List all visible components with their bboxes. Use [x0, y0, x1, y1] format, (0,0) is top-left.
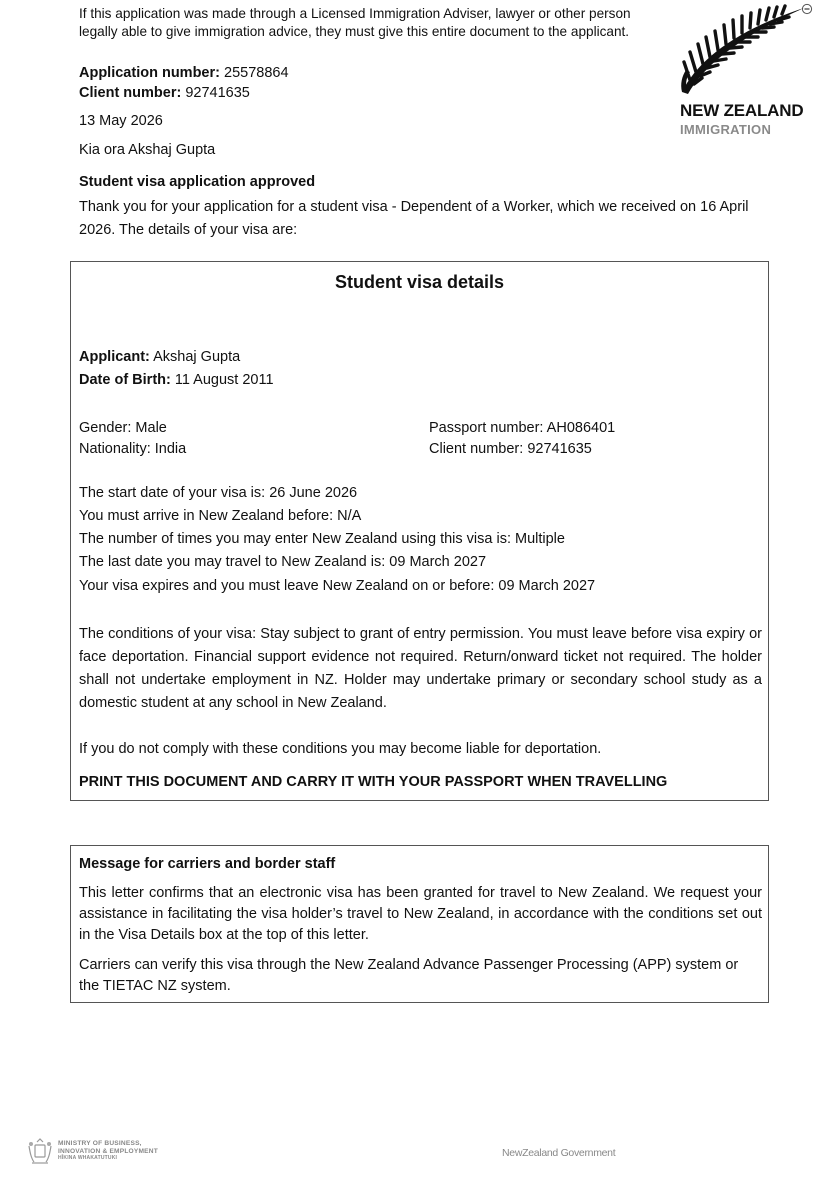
visa-conditions: The conditions of your visa: Stay subject to grant of entry permission. You must leave before visa expiry or face deportation. Financial support evidence not required. Return/onward ticket not required. The holder shall not undertake employment in NZ. Holder may undertake primary or secondary school study as a domestic student at any school in New Zealand.: [79, 626, 762, 711]
letter-date: 13 May 2026: [79, 113, 163, 129]
intro-notice: [79, 5, 669, 41]
print-notice: PRINT THIS DOCUMENT AND CARRY IT WITH YOUR PASSPORT WHEN TRAVELLING: [79, 774, 668, 790]
application-numbers: [79, 63, 289, 103]
applicant-name: Akshaj Gupta: [153, 349, 241, 365]
entries: The number of times you may enter New Zealand using this visa is: Multiple: [79, 531, 565, 547]
comply-warning: If you do not comply with these conditions you may become liable for deportation.: [79, 741, 602, 757]
application-number-label: Application number:: [79, 65, 220, 81]
coat-of-arms-icon: [25, 1138, 55, 1166]
expiry-date: Your visa expires and you must leave New Zealand on or before: 09 March 2027: [79, 578, 596, 594]
logo-subtitle: IMMIGRATION: [680, 122, 772, 137]
client-number-label: Client number:: [79, 85, 182, 101]
dob-value: 11 August 2011: [174, 372, 274, 388]
carriers-paragraph: Carriers can verify this visa through the New Zealand Advance Passenger Processing (APP) system or the TIETAC NZ system.: [79, 957, 739, 994]
mbie-line: HĪKINA WHAKATUTUKI: [58, 1155, 118, 1161]
applicant-row: [79, 349, 240, 365]
mbie-line: INNOVATION & EMPLOYMENT: [58, 1147, 158, 1155]
nationality: Nationality: India: [79, 441, 187, 457]
last-travel-date: The last date you may travel to New Zealand is: 09 March 2027: [79, 554, 487, 570]
nz-government-logo: NewZealand Government: [502, 1147, 616, 1159]
mbie-logo-text: [58, 1140, 158, 1163]
mbie-line: MINISTRY OF BUSINESS,: [58, 1140, 142, 1147]
application-number: 25578864: [224, 65, 289, 81]
visa-client-number: Client number: 92741635: [429, 441, 592, 457]
carriers-paragraph: This letter confirms that an electronic visa has been granted for travel to New Zealand. We request your assistance in facilitating the visa holder’s travel to New Zealand, in accordance with the conditions set out in the Visa Details box at the top of this letter.: [79, 885, 762, 943]
visa-details-title: Student visa details: [334, 272, 505, 292]
applicant-label: Applicant:: [79, 349, 150, 365]
start-date: The start date of your visa is: 26 June 2026: [79, 485, 358, 501]
passport-number: Passport number: AH086401: [429, 420, 616, 436]
carriers-title: Message for carriers and border staff: [79, 856, 336, 872]
client-number: 92741635: [185, 85, 250, 101]
greeting: Kia ora Akshaj Gupta: [79, 142, 216, 158]
intro-line: legally able to give immigration advice, they must give this entire document to the applicant.: [79, 24, 630, 39]
dob-label: Date of Birth:: [79, 372, 171, 388]
approval-title: Student visa application approved: [79, 174, 316, 190]
dob-row: [79, 372, 274, 388]
gender: Gender: Male: [79, 420, 167, 436]
intro-line: If this application was made through a Licensed Immigration Adviser, lawyer or other person: [79, 6, 631, 21]
approval-body: Thank you for your application for a student visa - Dependent of a Worker, which we received on 16 April 2026. The details of your visa are:: [79, 199, 749, 238]
logo-title: NEW ZEALAND: [680, 101, 804, 120]
arrive-before: You must arrive in New Zealand before: N/A: [79, 508, 362, 524]
